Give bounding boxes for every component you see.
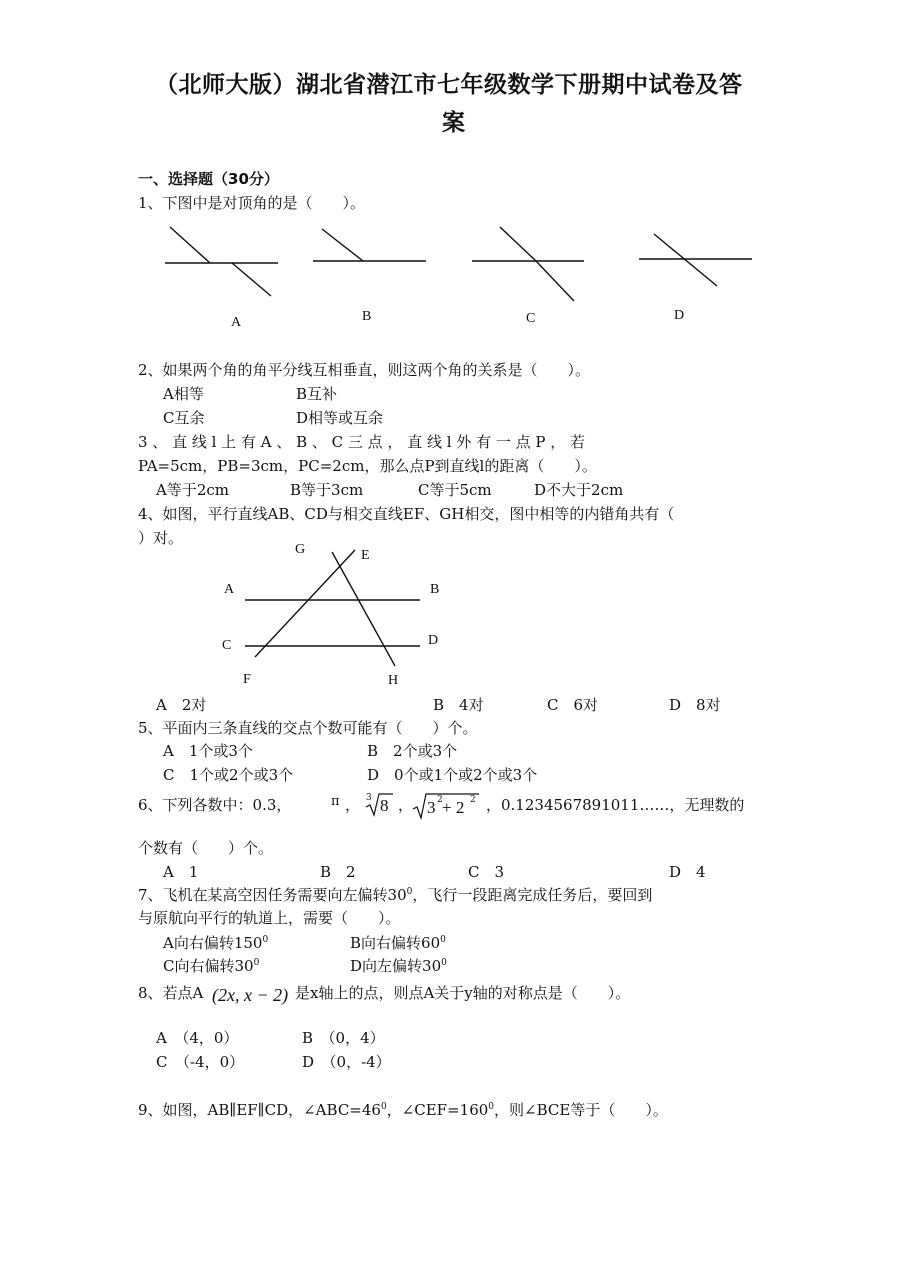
option-c[interactable]: C等于5cm <box>418 481 492 499</box>
option-c[interactable]: C 6对 <box>547 696 599 714</box>
question-3-line1: 3 、 直 线 l 上 有 A 、 B 、 C 三 点 ， 直 线 l 外 有 一 点 P ， 若 <box>138 433 585 451</box>
line-gh <box>332 552 395 666</box>
question-4-figure <box>200 540 460 690</box>
sqrt-exponent-1: 2 <box>437 795 443 805</box>
point-c-label: C <box>222 638 232 653</box>
option-a[interactable]: A 1个或3个 <box>163 742 253 760</box>
question-5-stem: 5、平面内三条直线的交点个数可能有（ ）个。 <box>138 719 478 737</box>
sqrt-term-2: + 2 <box>442 798 465 817</box>
option-d[interactable]: D （0，-4） <box>302 1053 391 1071</box>
point-coordinates-expression: (2x, x − 2) <box>212 985 289 1005</box>
square-root-expression <box>411 791 481 821</box>
question-1-stem: 1、下图中是对顶角的是（ ）。 <box>138 194 366 212</box>
separator: ， <box>345 796 361 814</box>
question-6-stem-start: 6、下列各数中：0.3， <box>138 796 292 814</box>
sqrt-exponent-2: 2 <box>470 795 476 805</box>
cube-root-expression <box>364 791 394 819</box>
point-a-label: A <box>224 582 235 597</box>
figure-b <box>313 229 426 261</box>
separator: ， <box>398 796 414 814</box>
option-b[interactable]: B 2 <box>320 863 356 881</box>
option-b[interactable]: B等于3cm <box>290 481 364 499</box>
point-g-label: G <box>295 542 306 557</box>
question-6-line2: 个数有（ ）个。 <box>138 839 274 857</box>
question-7-line1: 7、飞机在某高空因任务需要向左偏转$30^0$，飞行一段距离完成任务后，要回到 <box>138 886 653 904</box>
option-a[interactable]: A 1 <box>163 863 199 881</box>
question-8-stem-end: 是x轴上的点，则点A关于y轴的对称点是（ ）。 <box>295 984 631 1002</box>
option-b[interactable]: B 2个或3个 <box>367 742 458 760</box>
option-c[interactable]: C向右偏转$30^0$ <box>163 957 260 975</box>
option-c[interactable]: C 1个或2个或3个 <box>163 766 294 784</box>
page-title-continued: 案 <box>442 110 466 136</box>
point-f-label: F <box>243 672 251 687</box>
option-c[interactable]: C 3 <box>468 863 505 881</box>
point-d-label: D <box>428 633 439 648</box>
option-a[interactable]: A （4，0） <box>156 1029 239 1047</box>
cube-root-index: 3 <box>366 793 372 803</box>
figure-c-label: C <box>526 311 536 326</box>
radical-sign <box>364 791 394 819</box>
figure-a <box>165 227 278 296</box>
option-d[interactable]: D 0个或1个或2个或3个 <box>367 766 538 784</box>
sqrt-term-1: 3 <box>427 798 436 817</box>
cube-root-radicand: 8 <box>380 796 389 815</box>
page-title: （北师大版）湖北省潜江市七年级数学下册期中试卷及答 <box>155 72 743 98</box>
pi-symbol: π <box>331 794 340 809</box>
option-a[interactable]: A 2对 <box>156 696 207 714</box>
option-d[interactable]: D向左偏转$30^0$ <box>350 957 447 975</box>
option-a[interactable]: A相等 <box>163 385 204 403</box>
option-b[interactable]: B互补 <box>296 385 338 403</box>
question-4-line1: 4、如图，平行直线AB、CD与相交直线EF、GH相交，图中相等的内错角共有（ <box>138 505 675 523</box>
question-8-stem-start: 8、若点A <box>138 984 204 1002</box>
question-7-line2: 与原航向平行的轨道上，需要（ ）。 <box>138 909 401 927</box>
question-2-stem: 2、如果两个角的角平分线互相垂直，则这两个角的关系是（ ）。 <box>138 361 591 379</box>
option-d[interactable]: D不大于2cm <box>534 481 624 499</box>
figure-d <box>639 234 752 286</box>
point-b-label: B <box>430 582 440 597</box>
point-e-label: E <box>361 548 370 563</box>
figure-c <box>472 227 584 301</box>
option-a[interactable]: A等于2cm <box>156 481 230 499</box>
option-a[interactable]: A向右偏转$150^0$ <box>163 934 269 952</box>
question-4-line2: ）对。 <box>138 529 184 547</box>
option-b[interactable]: B向右偏转$60^0$ <box>350 934 446 952</box>
point-h-label: H <box>388 673 399 688</box>
option-c[interactable]: C互余 <box>163 409 205 427</box>
question-6-stem-end: ，0.1234567891011……，无理数的 <box>486 796 745 814</box>
question-1-figures <box>150 222 770 312</box>
figure-a-label: A <box>231 315 242 330</box>
question-3-line2: PA=5cm，PB=3cm，PC=2cm，那么点P到直线l的距离（ ）。 <box>138 457 597 475</box>
option-d[interactable]: D相等或互余 <box>296 409 384 427</box>
option-d[interactable]: D 4 <box>669 863 706 881</box>
option-b[interactable]: B （0，4） <box>302 1029 385 1047</box>
option-d[interactable]: D 8对 <box>669 696 721 714</box>
figure-b-label: B <box>362 309 372 324</box>
option-c[interactable]: C （-4，0） <box>156 1053 245 1071</box>
option-b[interactable]: B 4对 <box>433 696 484 714</box>
question-9-stem: 9、如图，AB∥EF∥CD，$\angle ABC=46^0$，$\angle CEF=160^0$，则∠BCE等于（ ）。 <box>138 1101 668 1119</box>
section-heading: 一、选择题（30分） <box>138 170 279 188</box>
figure-d-label: D <box>674 308 685 323</box>
